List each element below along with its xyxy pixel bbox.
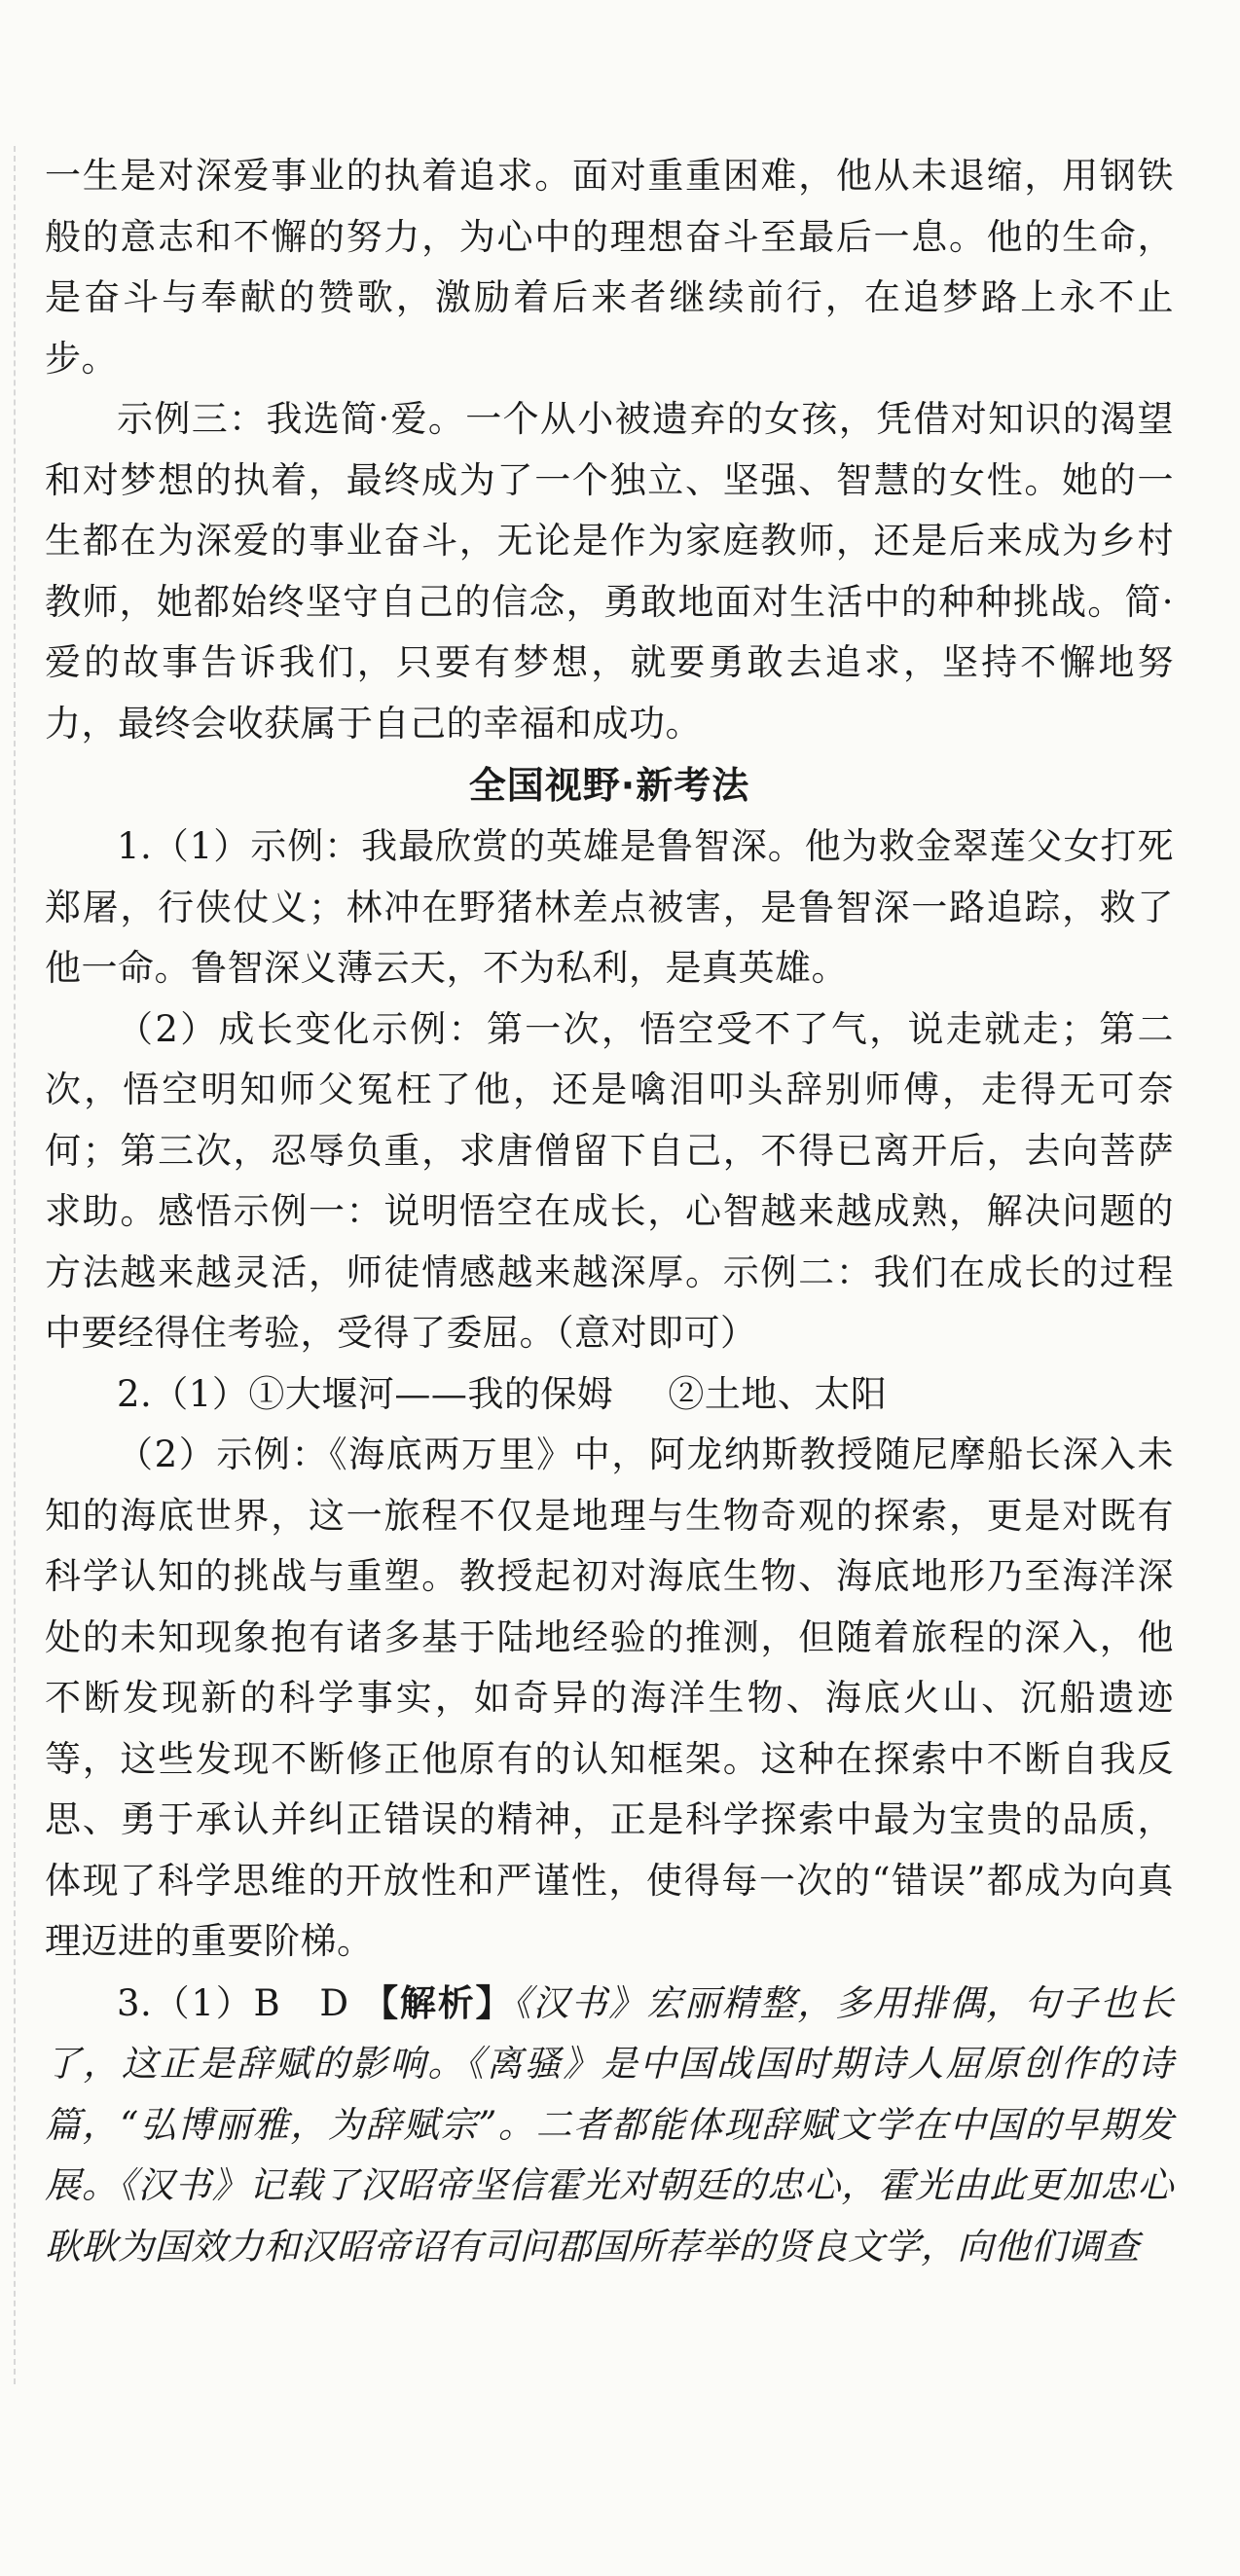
question-2-part-1 [45,1364,1174,1426]
section-heading: 全国视野·新考法 [468,764,750,807]
paragraph-continuation: 一生是对深爱事业的执着追求。面对重重困难，他从未退缩，用钢铁般的意志和不懈的努力，为心中的理想奋斗至最后一息。他的生命，是奋斗与奉献的赞歌，激励着后来者继续前行，在追梦路上永不止步。 [45,155,1174,380]
question-2-answer-b: ②土地、太阳 [668,1372,888,1415]
question-1-part-1: 1.（1）示例：我最欣赏的英雄是鲁智深。他为救金翠莲父女打死郑屠，行侠仗义；林冲在野猪林差点被害，是鲁智深一路追踪，救了他一命。鲁智深义薄云天，不为私利，是真英雄。 [45,825,1174,989]
analysis-text: 《汉书》宏丽精整，多用排偶，句子也长了，这正是辞赋的影响。《离骚》是中国战国时期诗人屈原创作的诗篇，“弘博丽雅，为辞赋宗”。二者都能体现辞赋文学在中国的早期发展。《汉书》记载了汉昭帝坚信霍光对朝廷的忠心，霍光由此更加忠心耿耿为国效力和汉昭帝诏有司问郡国所荐举的贤良文学，向他们调查 [45,1981,1175,2268]
analysis-label: 【解析】 [362,1980,514,2024]
question-3-answer [45,1973,1174,2278]
question-2-answer-a: 2.（1）①大堰河——我的保姆 [117,1372,614,1415]
paragraph-example-three: 示例三：我选简·爱。一个从小被遗弃的女孩，凭借对知识的渴望和对梦想的执着，最终成为了一个独立、坚强、智慧的女性。她的一生都在为深爱的事业奋斗，无论是作为家庭教师，还是后来成为乡村教师，她都始终坚守自己的信念，勇敢地面对生活中的种种挑战。简·爱的故事告诉我们，只要有梦想，就要勇敢去追求，坚持不懈地努力，最终会收获属于自己的幸福和成功。 [45,398,1174,744]
binding-edge-line [14,146,16,2384]
question-3-choice: 3.（1）B D [117,1981,349,2024]
question-2-part-2: （2）示例：《海底两万里》中，阿龙纳斯教授随尼摩船长深入未知的海底世界，这一旅程不仅是地理与生物奇观的探索，更是对既有科学认知的挑战与重塑。教授起初对海底生物、海底地形乃至海洋深处的未知现象抱有诸多基于陆地经验的推测，但随着旅程的深入，他不断发现新的科学事实，如奇异的海洋生物、海底火山、沉船遗迹等，这些发现不断修正他原有的认知框架。这种在探索中不断自我反思、勇于承认并纠正错误的精神，正是科学探索中最为宝贵的品质，体现了科学思维的开放性和严谨性，使得每一次的“错误”都成为向真理迈进的重要阶梯。 [45,1433,1174,1962]
question-1-part-2: （2）成长变化示例：第一次，悟空受不了气，说走就走；第二次，悟空明知师父冤枉了他，还是噙泪叩头辞别师傅，走得无可奈何；第三次，忍辱负重，求唐僧留下自己，不得已离开后，去向菩萨求助。感悟示例一：说明悟空在成长，心智越来越成熟，解决问题的方法越来越灵活，师徒情感越来越深厚。示例二：我们在成长的过程中要经得住考验，受得了委屈。（意对即可） [45,1007,1174,1354]
page-content [45,146,1174,2277]
